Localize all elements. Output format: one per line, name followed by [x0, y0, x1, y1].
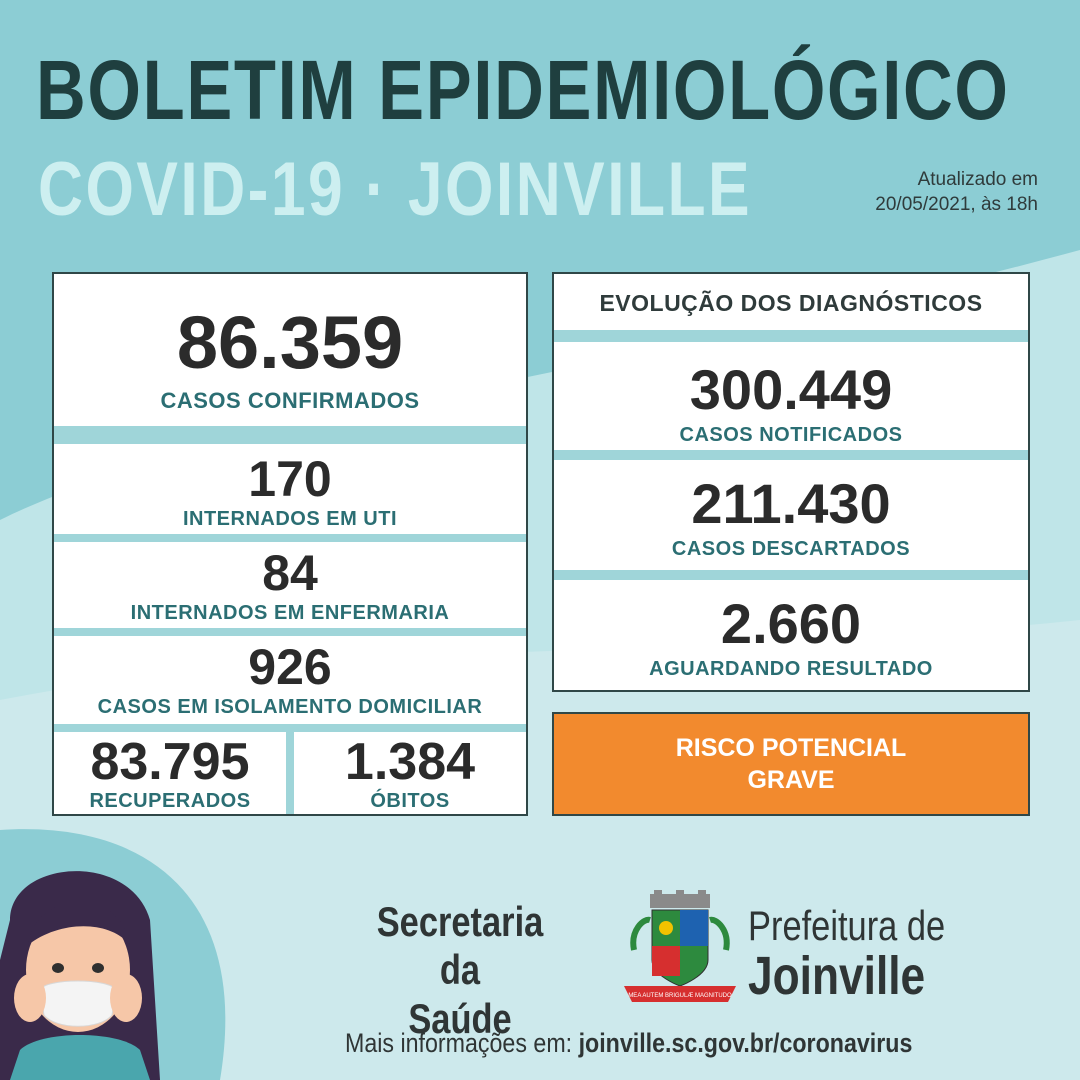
risk-value: GRAVE — [747, 766, 835, 794]
risk-label: RISCO POTENCIAL — [675, 733, 907, 762]
stat-label: CASOS NOTIFICADOS — [679, 424, 903, 446]
stat-obitos — [294, 732, 526, 814]
stat-recuperados — [54, 732, 286, 814]
diagnostics-title — [554, 274, 1028, 330]
woman-with-mask-illustration — [0, 850, 230, 1080]
joinville-crest-icon — [620, 890, 740, 1008]
divider — [54, 724, 526, 732]
stat-enfermaria — [54, 542, 526, 628]
cases-panel — [52, 272, 528, 816]
stat-value: 300.449 — [689, 358, 893, 421]
updated-timestamp — [875, 168, 1038, 217]
stat-descartados — [554, 460, 1028, 570]
stat-value: 926 — [248, 639, 332, 695]
stat-label: ÓBITOS — [370, 790, 450, 812]
divider — [54, 628, 526, 636]
stat-value: 2.660 — [720, 592, 862, 655]
stat-label: CASOS DESCARTADOS — [671, 538, 911, 560]
divider-vertical — [286, 732, 294, 814]
svg-text:MEA AUTEM BRIGULÆ MAGNITUDO: MEA AUTEM BRIGULÆ MAGNITUDO — [628, 993, 732, 999]
stat-value: 211.430 — [691, 472, 891, 535]
stat-value: 170 — [248, 451, 332, 507]
prefeitura-line2: Joinville — [748, 946, 926, 1006]
stat-value: 83.795 — [90, 733, 250, 791]
risk-level-badge — [552, 712, 1030, 816]
diagnostics-panel — [552, 272, 1030, 692]
info-prefix: Mais informações em: — [345, 1028, 573, 1058]
divider — [54, 426, 526, 444]
stat-value: 86.359 — [176, 301, 404, 384]
stat-label: AGUARDANDO RESULTADO — [649, 658, 933, 680]
secretaria-line2: Saúde — [408, 994, 512, 1042]
stat-label: INTERNADOS EM UTI — [182, 508, 398, 530]
stat-isolamento — [54, 636, 526, 724]
panel-heading: EVOLUÇÃO DOS DIAGNÓSTICOS — [599, 290, 983, 316]
stat-notificados — [554, 342, 1028, 450]
page-title: BOLETIM EPIDEMIOLÓGICO — [36, 43, 1010, 137]
stat-value: 84 — [262, 545, 318, 601]
stat-uti — [54, 444, 526, 534]
updated-date: 20/05/2021, às 18h — [875, 193, 1038, 215]
stat-label: INTERNADOS EM ENFERMARIA — [130, 602, 450, 624]
stat-confirmados — [54, 274, 526, 426]
divider — [54, 534, 526, 542]
prefeitura-logo-text — [748, 902, 946, 1006]
divider — [554, 570, 1028, 580]
secretaria-line1: Secretaria da — [376, 898, 544, 994]
stat-aguardando — [554, 580, 1028, 690]
more-info-line — [345, 1028, 912, 1059]
stat-label: CASOS CONFIRMADOS — [160, 388, 420, 413]
divider — [554, 330, 1028, 342]
stat-label: CASOS EM ISOLAMENTO DOMICILIAR — [97, 696, 483, 718]
info-link[interactable]: joinville.sc.gov.br/coronavirus — [578, 1028, 913, 1058]
page-subtitle: COVID-19 · JOINVILLE — [38, 147, 753, 232]
divider — [554, 450, 1028, 460]
stat-label: RECUPERADOS — [89, 790, 251, 812]
secretaria-logo-text — [353, 898, 566, 1043]
prefeitura-line1: Prefeitura de — [748, 902, 946, 949]
stat-value: 1.384 — [344, 733, 476, 791]
updated-label: Atualizado em — [917, 169, 1038, 190]
